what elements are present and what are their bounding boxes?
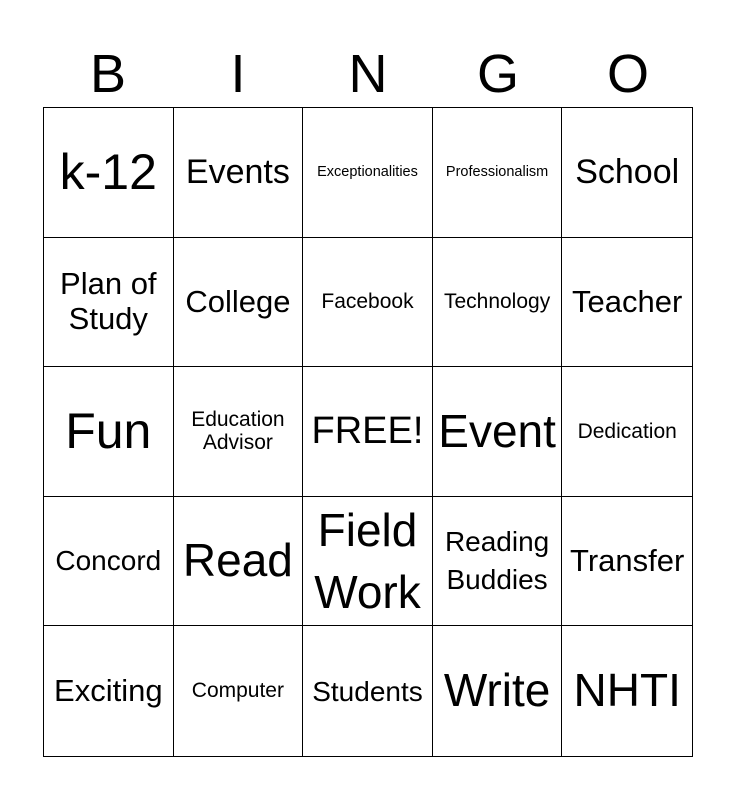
cell-label: Technology [443,290,551,314]
bingo-cell[interactable] [44,367,174,497]
bingo-cell[interactable] [303,497,433,627]
cell-label: Computer [191,679,284,703]
free-space-label: FREE! [311,410,424,453]
bingo-cell[interactable] [562,238,692,368]
header-letter-o: O [606,44,649,104]
cell-label: Events [185,153,290,192]
bingo-cell[interactable] [44,108,174,238]
bingo-cell[interactable] [562,367,692,497]
bingo-cell[interactable] [44,238,174,368]
cell-label: Concord [55,545,162,577]
bingo-cell[interactable] [562,497,692,627]
cell-label: Read [182,534,293,587]
cell-label: Transfer [570,542,685,578]
cell-label: Exciting [54,672,163,708]
bingo-cell[interactable] [562,108,692,238]
bingo-cell[interactable] [433,497,563,627]
cell-label: Dedication [577,419,677,443]
cell-label: Students [312,675,423,707]
bingo-cell[interactable] [174,497,304,627]
bingo-cell[interactable] [303,108,433,238]
cell-label: Reading Buddies [444,526,550,596]
cell-label: Plan of Study [60,266,157,336]
cell-label: Facebook [321,290,414,314]
bingo-cell[interactable] [433,367,563,497]
bingo-cell[interactable] [433,626,563,756]
bingo-header [43,40,693,108]
cell-label: NHTI [573,664,681,717]
header-letter-i: I [230,44,246,104]
bingo-cell[interactable] [562,626,692,756]
header-letter-g: G [476,44,519,104]
bingo-cell[interactable] [174,626,304,756]
bingo-cell[interactable] [174,108,304,238]
cell-label: Field Work [314,504,421,619]
bingo-cell[interactable] [44,497,174,627]
bingo-board [43,107,693,757]
bingo-cell[interactable] [44,626,174,756]
cell-label: Event [438,404,556,457]
cell-label: k-12 [59,144,157,201]
bingo-cell[interactable] [433,108,563,238]
cell-label: College [185,283,291,319]
bingo-cell[interactable] [174,367,304,497]
bingo-cell[interactable] [303,238,433,368]
free-space-cell[interactable] [303,367,433,497]
header-letter-n: N [348,44,388,104]
cell-label: Education Advisor [191,407,285,455]
cell-label: Fun [65,403,152,460]
cell-label: Professionalism [445,164,549,181]
cell-label: School [575,153,680,192]
cell-label: Write [443,664,551,717]
bingo-cell[interactable] [303,626,433,756]
header-letter-b: B [89,44,127,104]
bingo-cell[interactable] [174,238,304,368]
cell-label: Exceptionalities [317,164,418,181]
cell-label: Teacher [572,283,683,319]
bingo-cell[interactable] [433,238,563,368]
